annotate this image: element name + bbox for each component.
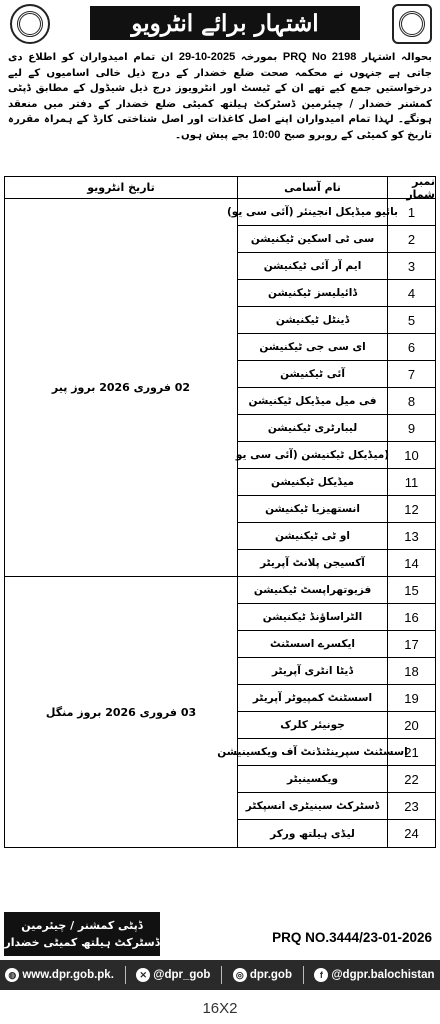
row-post-name: ویکسینیٹر bbox=[237, 766, 387, 792]
globe-icon: ◍ bbox=[5, 968, 19, 982]
table-row bbox=[237, 820, 435, 847]
row-post-name: ای سی جی ٹیکنیشن bbox=[237, 334, 387, 360]
row-number: 23 bbox=[387, 793, 435, 819]
table-row bbox=[237, 415, 435, 442]
table-row bbox=[237, 523, 435, 550]
website-label: www.dpr.gob.pk. bbox=[22, 969, 114, 981]
intro-text-4: بجے پیش ہوں۔ bbox=[175, 129, 249, 141]
intro-time: 10:00 bbox=[252, 128, 281, 141]
row-post-name: اسسٹنٹ کمپیوٹر آپریٹر bbox=[237, 685, 387, 711]
table-rows bbox=[217, 199, 435, 847]
intro-date: 29-10-2025 bbox=[178, 51, 236, 63]
row-number: 6 bbox=[387, 334, 435, 360]
social-twitter[interactable] bbox=[136, 968, 210, 982]
table-row bbox=[237, 469, 435, 496]
page-title: اشتہار برائے انٹرویو bbox=[90, 6, 360, 40]
social-website[interactable] bbox=[5, 968, 114, 982]
row-post-name: فی میل میڈیکل ٹیکنیشن bbox=[237, 388, 387, 414]
instagram-icon: ◎ bbox=[233, 968, 247, 982]
divider bbox=[125, 966, 126, 984]
row-post-name: انستھیزیا ٹیکنیشن bbox=[237, 496, 387, 522]
row-post-name: ڈیٹا انٹری آپریٹر bbox=[237, 658, 387, 684]
row-number: 8 bbox=[387, 388, 435, 414]
row-number: 7 bbox=[387, 361, 435, 387]
table-row bbox=[237, 226, 435, 253]
row-number: 22 bbox=[387, 766, 435, 792]
row-number: 21 bbox=[387, 739, 435, 765]
table-body bbox=[5, 199, 435, 847]
intro-text-2: بمورخہ bbox=[235, 52, 278, 63]
intro-paragraph bbox=[8, 50, 432, 144]
table-row bbox=[237, 685, 435, 712]
date-group-2: 03 فروری 2026 بروز منگل bbox=[45, 705, 197, 719]
schedule-table bbox=[4, 176, 436, 848]
row-post-name: سی ٹی اسکین ٹیکنیشن bbox=[237, 226, 387, 252]
table-row bbox=[237, 793, 435, 820]
instagram-label: dpr.gob bbox=[249, 969, 292, 981]
table-row bbox=[237, 388, 435, 415]
table-row bbox=[237, 280, 435, 307]
emblem-left-icon bbox=[10, 4, 50, 44]
row-post-name: ایم آر آئی ٹیکنیشن bbox=[237, 253, 387, 279]
row-number: 12 bbox=[387, 496, 435, 522]
table-row bbox=[237, 604, 435, 631]
table-row bbox=[237, 307, 435, 334]
row-number: 18 bbox=[387, 658, 435, 684]
row-post-name: ڈائیلیسز ٹیکنیشن bbox=[237, 280, 387, 306]
row-number: 13 bbox=[387, 523, 435, 549]
row-number: 17 bbox=[387, 631, 435, 657]
intro-ref: PRQ No 2198 bbox=[282, 51, 357, 63]
table-row bbox=[237, 577, 435, 604]
row-post-name: آکسیجن پلانٹ آپریٹر bbox=[237, 550, 387, 576]
row-post-name: (میڈیکل ٹیکنیشن (آئی سی یو bbox=[237, 442, 387, 468]
table-header bbox=[5, 174, 435, 201]
table-row bbox=[237, 712, 435, 739]
row-number: 20 bbox=[387, 712, 435, 738]
header-number: نمبر شمار bbox=[387, 177, 435, 198]
table-row bbox=[237, 253, 435, 280]
table-row bbox=[237, 334, 435, 361]
row-number: 14 bbox=[387, 550, 435, 576]
signature-line-1: ڈپٹی کمشنر / چیئرمین bbox=[21, 919, 143, 932]
row-number: 24 bbox=[387, 820, 435, 847]
row-post-name: جونیئر کلرک bbox=[237, 712, 387, 738]
table-row bbox=[237, 658, 435, 685]
twitter-label: @dpr_gob bbox=[153, 969, 211, 981]
intro-text-1: بحوالہ اشتہار bbox=[362, 52, 432, 63]
table-row bbox=[227, 199, 435, 226]
table-row bbox=[237, 550, 435, 577]
row-post-name: ایکسرے اسسٹنٹ bbox=[237, 631, 387, 657]
row-number: 11 bbox=[387, 469, 435, 495]
social-instagram[interactable] bbox=[233, 968, 292, 982]
twitter-icon: ✕ bbox=[136, 968, 150, 982]
date-column bbox=[5, 199, 237, 847]
row-number: 10 bbox=[387, 442, 435, 468]
row-number: 15 bbox=[387, 577, 435, 603]
social-bar bbox=[0, 960, 440, 990]
row-post-name: الٹراساؤنڈ ٹیکنیشن bbox=[237, 604, 387, 630]
divider bbox=[303, 966, 304, 984]
row-number: 3 bbox=[387, 253, 435, 279]
emblem-right-icon bbox=[392, 4, 432, 44]
row-number: 19 bbox=[387, 685, 435, 711]
table-row bbox=[237, 442, 435, 469]
facebook-icon: f bbox=[314, 968, 328, 982]
prq-number: PRQ NO.3444/23-01-2026 bbox=[272, 930, 432, 945]
row-post-name: میڈیکل ٹیکنیشن bbox=[237, 469, 387, 495]
signature-block bbox=[4, 912, 160, 956]
row-number: 16 bbox=[387, 604, 435, 630]
row-post-name: لیبارٹری ٹیکنیشن bbox=[237, 415, 387, 441]
row-number: 9 bbox=[387, 415, 435, 441]
row-post-name: اسسٹنٹ سپرینٹنڈنٹ آف ویکسینیشن bbox=[237, 739, 387, 765]
table-row bbox=[237, 766, 435, 793]
header-date: تاریخ انٹرویو bbox=[87, 181, 155, 194]
row-post-name: آئی ٹیکنیشن bbox=[237, 361, 387, 387]
header bbox=[4, 4, 436, 44]
signature-line-2: ڈسٹرکٹ ہیلتھ کمیٹی خضدار bbox=[4, 936, 160, 949]
row-post-name: فزیوتھراپسٹ ٹیکنیشن bbox=[237, 577, 387, 603]
row-post-name: بائیو میڈیکل انجینئر (آئی سی یو) bbox=[237, 199, 387, 225]
facebook-label: @dgpr.balochistan bbox=[331, 969, 435, 981]
table-row bbox=[237, 361, 435, 388]
row-number: 4 bbox=[387, 280, 435, 306]
divider bbox=[221, 966, 222, 984]
table-row bbox=[237, 496, 435, 523]
ad-code: 16X2 bbox=[202, 1000, 238, 1017]
social-facebook[interactable] bbox=[314, 968, 434, 982]
table-row bbox=[237, 631, 435, 658]
date-group-1: 02 فروری 2026 بروز پیر bbox=[5, 199, 237, 577]
row-post-name: ڈینٹل ٹیکنیشن bbox=[237, 307, 387, 333]
header-post: نام آسامی bbox=[237, 177, 387, 198]
row-post-name: او ٹی ٹیکنیشن bbox=[237, 523, 387, 549]
row-post-name: ڈسٹرکٹ سینیٹری انسپکٹر bbox=[237, 793, 387, 819]
intro-text-3: ان تمام امیدواران کو اطلاع دی جاتی ہے جنہوں نے محکمہ صحت ضلع خضدار کے درج ذیل خالی اسامیوں کے لیے درخواستیں جمع کیے تھے ان کے ٹیسٹ اور انٹرویوز درج ذیل شیڈول کے مطابق ڈپٹی کمشنر خضدار / چیئرمین ڈسٹرکٹ ہیلتھ کمیٹی ضلع خضدار کے دفتر میں منعقد ہونگے۔ لہذا تمام امیدواران اپنے اصل کاغذات اور اصل شناختی کارڈ کے ہمراہ مقررہ تاریخ کو کمیٹی کے روبرو صبح bbox=[8, 52, 432, 141]
row-number: 1 bbox=[387, 199, 435, 225]
table-row bbox=[217, 739, 435, 766]
row-post-name: لیڈی ہیلتھ ورکر bbox=[237, 820, 387, 847]
row-number: 2 bbox=[387, 226, 435, 252]
row-number: 5 bbox=[387, 307, 435, 333]
